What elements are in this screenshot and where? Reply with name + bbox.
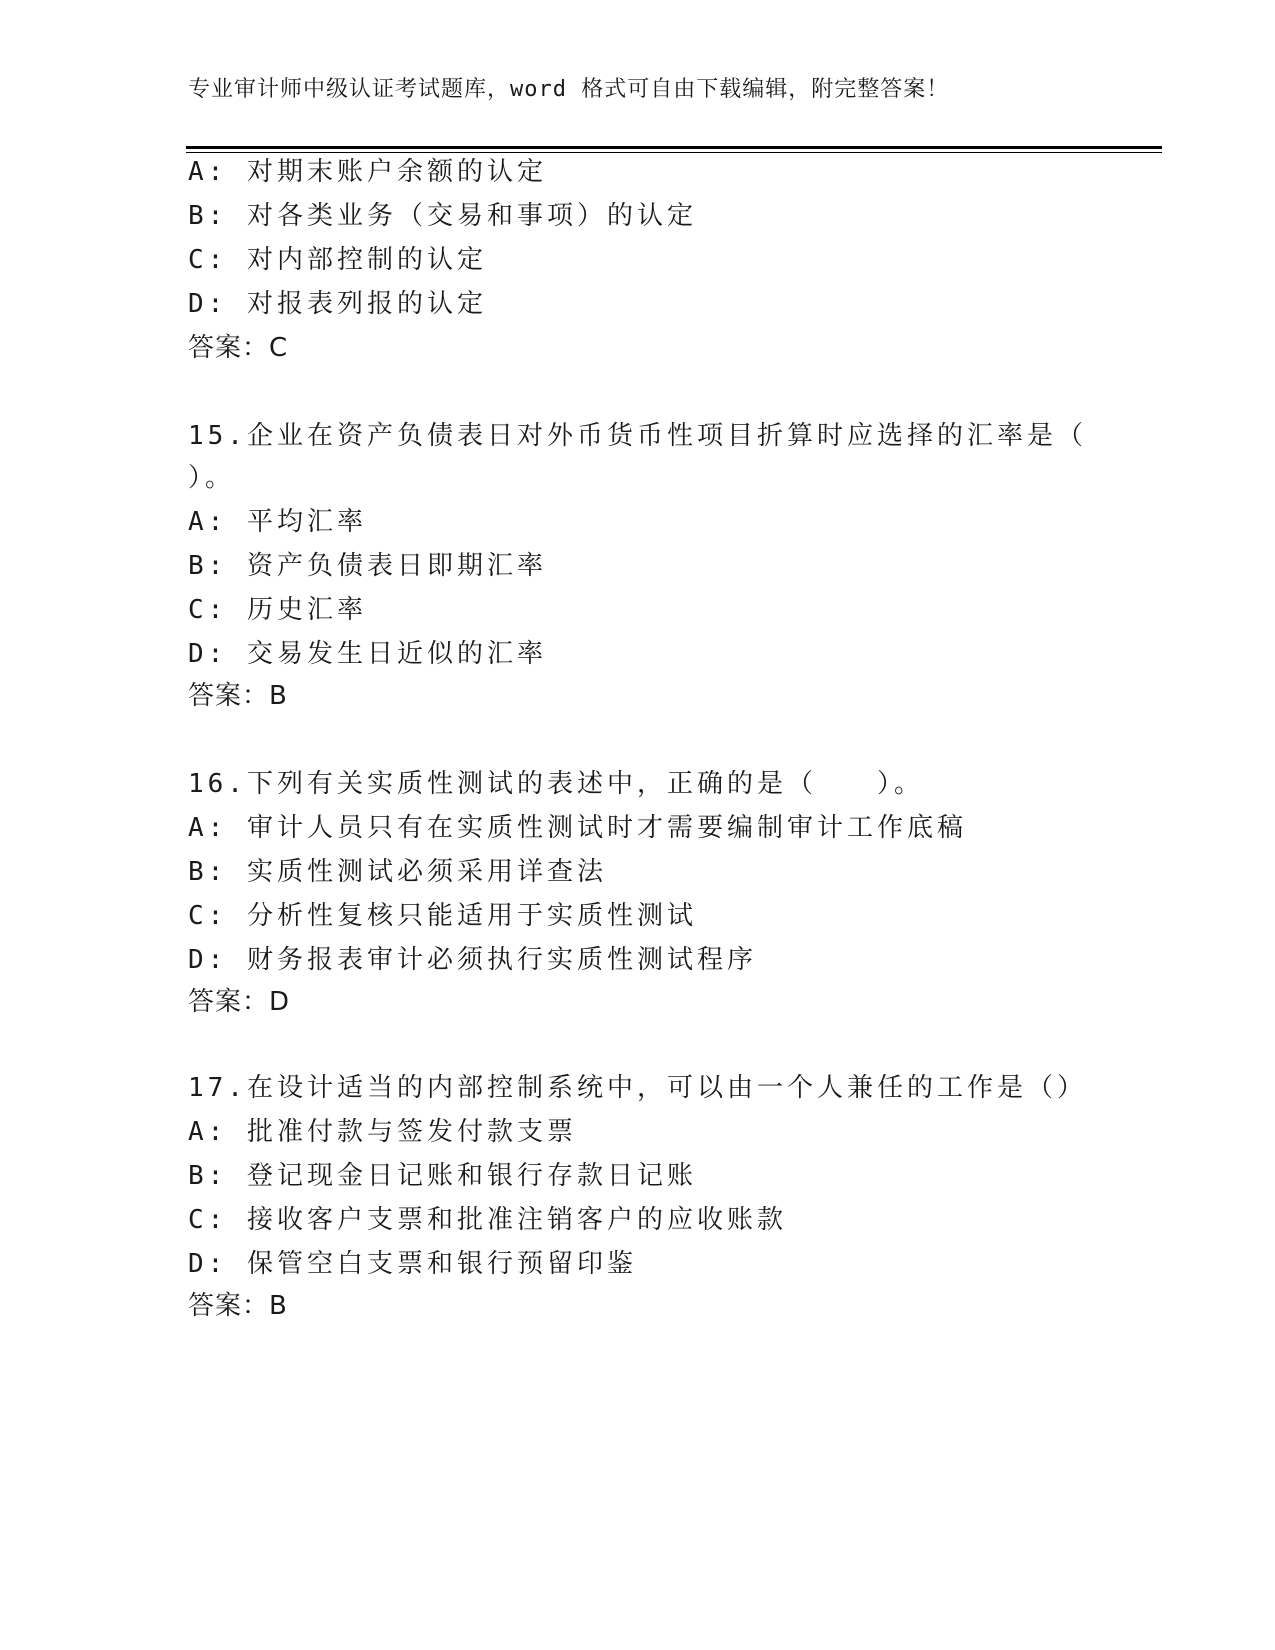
q14-option-b: B: 对各类业务（交易和事项）的认定 <box>188 201 697 231</box>
q16-answer: 答案：D <box>188 987 291 1017</box>
q17-option-c: C: 接收客户支票和批准注销客户的应收账款 <box>188 1205 787 1235</box>
q14-option-a: A: 对期末账户余额的认定 <box>188 157 547 187</box>
q16-option-d: D: 财务报表审计必须执行实质性测试程序 <box>188 945 757 975</box>
q17-option-d: D: 保管空白支票和银行预留印鉴 <box>188 1249 637 1279</box>
q16-option-c: C: 分析性复核只能适用于实质性测试 <box>188 901 697 931</box>
page-header: 专业审计师中级认证考试题库，word 格式可自由下载编辑，附完整答案！ <box>188 77 950 102</box>
q14-option-d: D: 对报表列报的认定 <box>188 289 487 319</box>
q15-option-c: C: 历史汇率 <box>188 595 367 625</box>
q17-option-b: B: 登记现金日记账和银行存款日记账 <box>188 1161 697 1191</box>
q15-stem-line1: 15.企业在资产负债表日对外币货币性项目折算时应选择的汇率是（ <box>188 421 1087 451</box>
q16-option-a: A: 审计人员只有在实质性测试时才需要编制审计工作底稿 <box>188 813 967 843</box>
q15-option-a: A: 平均汇率 <box>188 507 367 537</box>
q14-answer: 答案：C <box>188 333 289 363</box>
q17-stem: 17.在设计适当的内部控制系统中，可以由一个人兼任的工作是（） <box>188 1073 1087 1103</box>
q15-answer: 答案：B <box>188 681 288 711</box>
q15-option-b: B: 资产负债表日即期汇率 <box>188 551 547 581</box>
q14-option-c: C: 对内部控制的认定 <box>188 245 487 275</box>
header-rule-thick <box>186 146 1162 149</box>
q16-option-b: B: 实质性测试必须采用详查法 <box>188 857 607 887</box>
q17-option-a: A: 批准付款与签发付款支票 <box>188 1117 577 1147</box>
header-rule-thin <box>186 152 1162 153</box>
q17-answer: 答案：B <box>188 1291 288 1321</box>
q15-stem-line2: ）。 <box>188 463 236 493</box>
q16-stem: 16.下列有关实质性测试的表述中，正确的是（ ）。 <box>188 769 924 799</box>
q15-option-d: D: 交易发生日近似的汇率 <box>188 639 547 669</box>
